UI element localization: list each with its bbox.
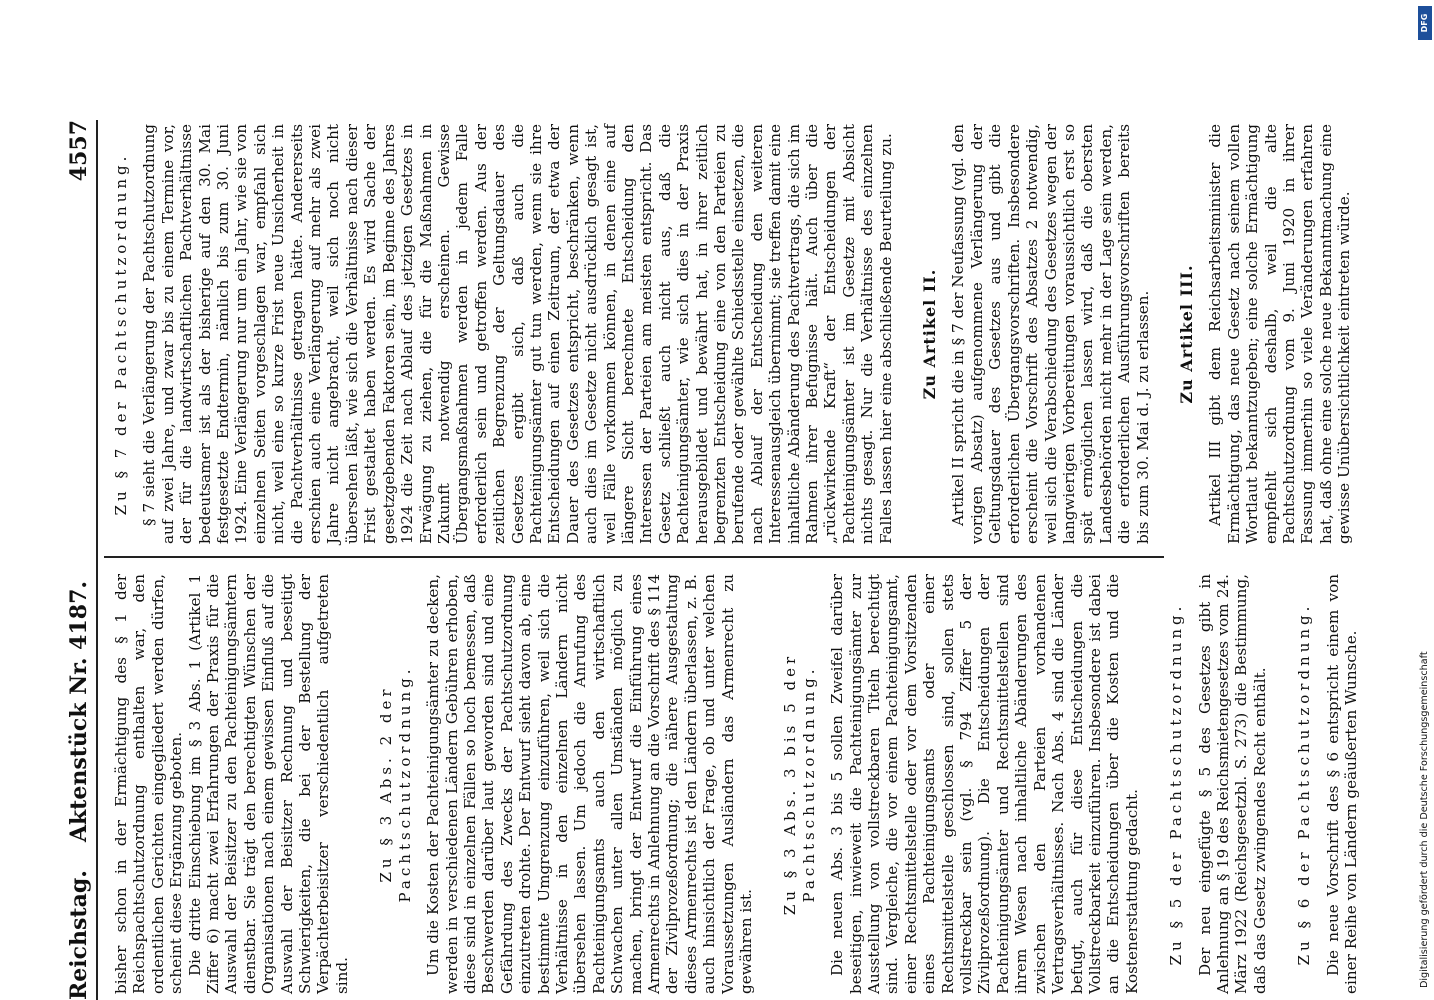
paragraph: Die dritte Einschiebung im § 3 Abs. 1 (Artikel 1 Ziffer 6) macht zwei Erfahrungen der Praxis für die Auswahl der Beisitzer zu den Pachteinigungsämtern dienstbar. Sie trägt den berechtigten Wünschen der Organisationen nach einem gewissen Einfluß auf die Auswahl der Beisitzer Rechnung und beseitigt Schwierigkeiten, die bei der Bestellung der Verpächterbeisitzer verschiedentlich aufgetreten sind. [185, 574, 351, 994]
document-page [60, 120, 1360, 1000]
paragraph: bisher schon in der Ermächtigung des § 1 der Reichspachtschutzordnung enthalten war, den ordentlichen Gerichten eingegliedert werden dürfen, scheint diese Ergänzung geboten. [112, 574, 186, 994]
page-header [60, 120, 92, 1000]
paragraph: Die neuen Abs. 3 bis 5 sollen Zweifel darüber beseitigen, inwieweit die Pachteinigungsämter zur Ausstellung von vollstreckbaren Titeln berechtigt sind. Vergleiche, die vor einem Pachteinigungsamt, einer Rechtsmittelstelle oder vor dem Vorsitzenden eines Pachteinigungsamts oder einer Rechtsmittelstelle geschlossen sind, sollen stets vollstreckbar sein (vgl. § 794 Ziffer 5 der Zivilprozeßordnung). Die Entscheidungen der Pachteinigungsämter und Rechtsmittelstellen sind ihrem Wesen nach inhaltliche Abänderungen des zwischen den Parteien vorhandenen Vertragsverhältnisses. Nach Abs. 4 sind die Länder befugt, auch für diese Entscheidungen die Vollstreckbarkeit einzuführen. Insbesondere ist dabei an die Entscheidungen über die Kosten und die Kostenerstattung gedacht. [828, 574, 1141, 994]
paragraph: Artikel II spricht die in § 7 der Neufassung (vgl. den vorigen Absatz) aufgenommene Verlängerung der Geltungsdauer des Gesetzes aus und gibt die erforderlichen Übergangsvorschriften. Insbesondere erscheint die Vorschrift des Absatzes 2 notwendig, weil sich die Verabschiedung des Gesetzes wegen der langwierigen Vorbereitungen voraussichtlich erst so spät ermöglichen lassen wird, daß die obersten Landesbehörden nicht mehr in der Lage sein werden, die erforderlichen Ausführungsvorschriften bereits bis zum 30. Mai d. J. zu erlassen. [949, 124, 1152, 544]
paragraph: Der neu eingefügte § 5 des Gesetzes gibt in Anlehnung an § 19 des Reichsmietengesetzes vom 24. März 1922 (Reichsgesetzbl. S. 273) die Bestimmung, daß das Gesetz zwingendes Recht enthält. [1195, 574, 1269, 994]
section-heading: Zu § 7 der Pachtschutzordnung. [112, 152, 130, 516]
paragraph: Die neue Vorschrift des § 6 entspricht einem von einer Reihe von Ländern geäußerten Wunsche. [1323, 574, 1360, 994]
section-heading: Zu § 3 Abs. 2 der Pachtschutzordnung. [377, 665, 414, 903]
page-number: 4557 [66, 120, 92, 182]
paragraph: § 7 sieht die Verlängerung der Pachtschutzordnung auf zwei Jahre, und zwar bis zu einem Termine vor, der für die landwirtschaftlichen Pachtverhältnisse bedeutsamer ist als der bisherige auf den 30. Mai festgesetzte Endtermin, nämlich bis zum 30. Juni 1924. Eine Verlängerung nur um ein Jahr, wie sie von einzelnen Seiten vorgeschlagen war, empfahl sich nicht, weil eine so kurze Frist neue Unsicherheit in die Pachtverhältnisse getragen hätte. Andererseits erschien auch eine Verlängerung auf mehr als zwei Jahre nicht angebracht, weil sich noch nicht übersehen läßt, wie sich die Verhältnisse nach dieser Frist gestaltet haben werden. Es wird Sache der gesetzgebenden Faktoren sein, im Beginne des Jahres 1924 die Zeit nach Ablauf des jetzigen Gesetzes in Erwägung zu ziehen, die für die Maßnahmen in Zukunft notwendig erscheinen. Gewisse Übergangsmaßnahmen werden in jedem Falle erforderlich sein und getroffen werden. Aus der zeitlichen Begrenzung der Geltungsdauer des Gesetzes ergibt sich, daß auch die Pachteinigungsämter gut tun werden, wenn sie ihre Entscheidungen auf einen Zeitraum, der etwa der Dauer des Gesetzes entspricht, beschränken, wenn auch dies im Gesetze nicht ausdrücklich gesagt ist, weil Fälle vorkommen können, in denen eine auf längere Sicht berechnete Entscheidung den Interessen der Parteien am meisten entspricht. Das Gesetz schließt auch nicht aus, daß die Pachteinigungsämter, wie sich dies in der Praxis herausgebildet und bewährt hat, in ihrer zeitlich begrenzten Entscheidung eine von den Parteien zu berufende oder gewählte Schiedsstelle einsetzen, die nach Ablauf der Entscheidung den weiteren Interessenausgleich übernimmt; sie treffen damit eine inhaltliche Abänderung des Pachtvertrags, die sich im Rahmen ihrer Befugnisse hält. Auch über die „rückwirkende Kraft“ der Entscheidungen der Pachteinigungsämter ist im Gesetze mit Absicht nichts gesagt. Nur die Verhältnisse des einzelnen Falles lassen hier eine abschließende Beurteilung zu. [140, 124, 895, 544]
section-heading: Zu § 3 Abs. 3 bis 5 der Pachtschutzordnung. [781, 652, 818, 916]
header-document: Aktenstück Nr. 4187. [66, 580, 92, 843]
section-heading: Zu Artikel II. [920, 268, 940, 400]
section-heading: Zu § 5 der Pachtschutzordnung. [1167, 602, 1186, 966]
paragraph: Um die Kosten der Pachteinigungsämter zu decken, werden in verschiedenen Ländern Gebühren erhoben, diese sind in einzelnen Fällen so hoch bemessen, daß Beschwerden darüber laut geworden sind und eine Gefährdung des Zwecks der Pachtschutzordnung einzutreten drohte. Der Entwurf sieht davon ab, eine bestimmte Umgrenzung einzuführen, weil sich die Verhältnisse in den einzelnen Ländern nicht übersehen lassen. Um jedoch die Anrufung des Pachteinigungsamts auch den wirtschaftlich Schwachen unter allen Umständen möglich zu machen, bringt der Entwurf die Einführung eines Armenrechts in Anlehnung an die Vorschrift des § 114 der Zivilprozeßordnung; die nähere Ausgestaltung dieses Armenrechts ist den Ländern überlassen, z. B. auch hinsichtlich der Frage, ob und unter welchen Voraussetzungen Ausländern das Armenrecht zu gewähren ist. [424, 574, 755, 994]
column-separator [104, 556, 1164, 558]
section-heading: Zu Artikel III. [1176, 264, 1196, 404]
header-title: Reichstag. [66, 870, 92, 1000]
right-column [112, 124, 1354, 544]
header-rule [96, 120, 98, 1000]
funding-note [1418, 8, 1432, 988]
paragraph: Artikel III gibt dem Reichsarbeitsminister die Ermächtigung, das neue Gesetz nach seinem vollen Wortlaut bekanntzugeben; eine solche Ermächtigung empfiehlt sich deshalb, weil die alte Pachtschutzordnung vom 9. Juni 1920 in ihrer Fassung immerhin so viele Veränderungen erfahren hat, daß ohne eine solche neue Bekanntmachung eine gewisse Unübersichtlichkeit eintreten würde. [1206, 124, 1354, 544]
left-column [112, 574, 1360, 994]
dfg-logo: DFG [1418, 6, 1432, 40]
funding-note-text: Digitalisierung gefördert durch die Deutsche Forschungsgemeinschaft [1419, 651, 1430, 988]
section-heading: Zu § 6 der Pachtschutzordnung. [1295, 602, 1314, 966]
